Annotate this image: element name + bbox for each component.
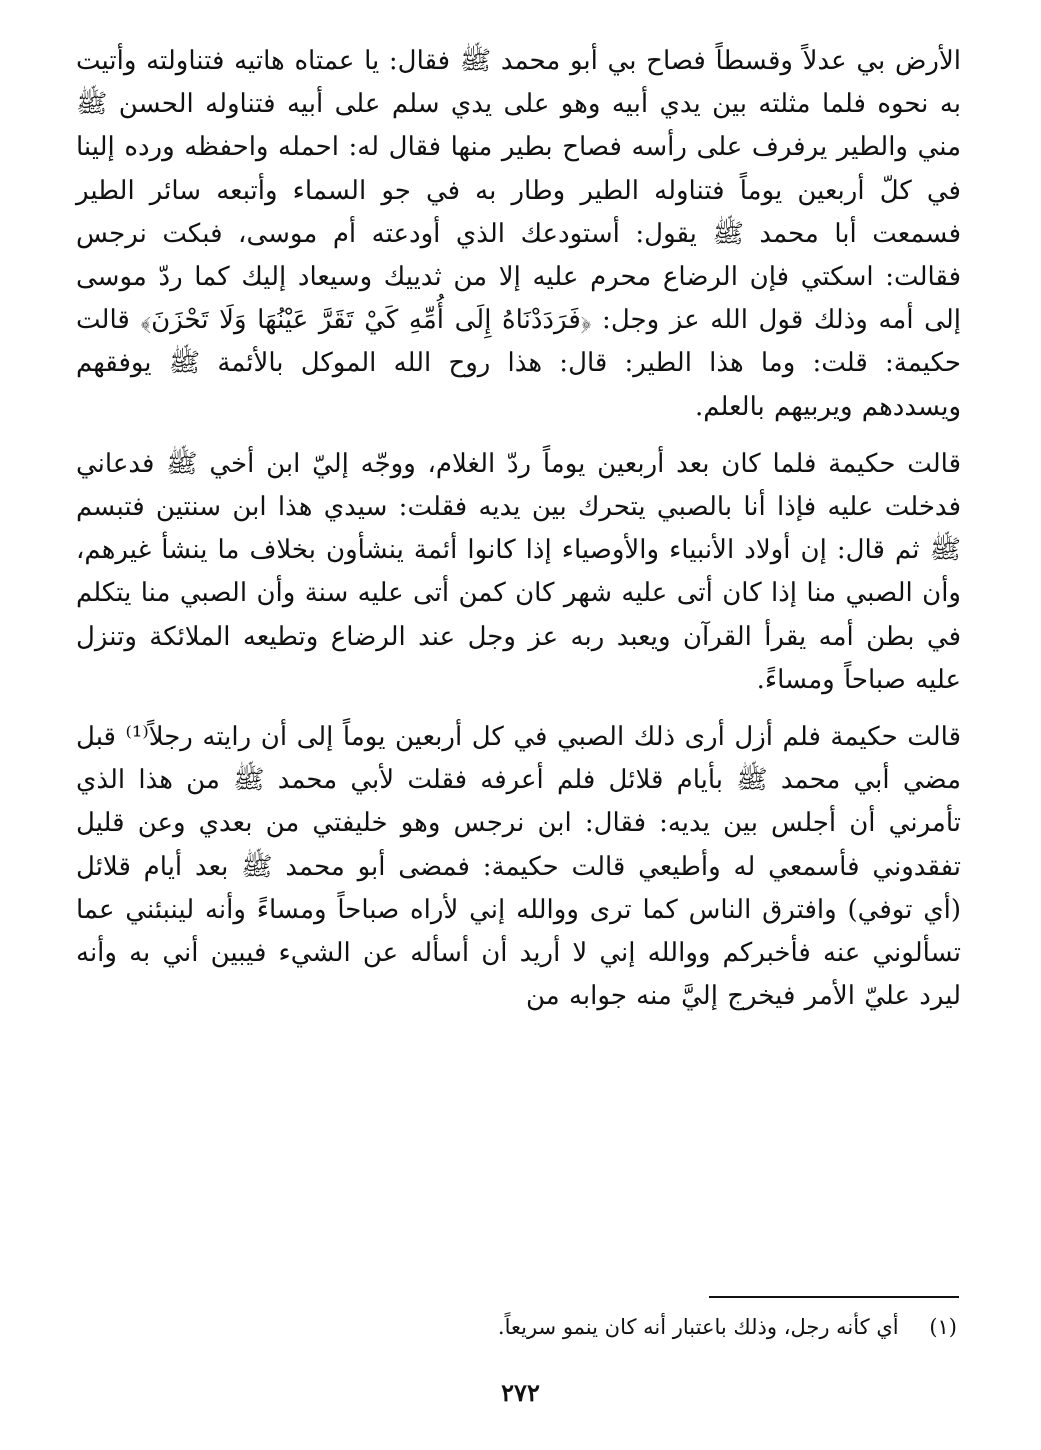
paragraph-2: قالت حكيمة فلما كان بعد أربعين يوماً ردّ الغلام، ووجّه إليّ ابن أخي ﷺ فدعاني فدخلت عليه فإذا أنا بالصبي يتحرك بين يديه فقلت: سيدي هذا ابن سنتين فتبسم ﷺ ثم قال: إن أولاد الأنبياء والأوصياء إذا كانوا أئمة ينشأون بخلاف ما ينشأ غيرهم، وأن الصبي منا إذا كان أتى عليه شهر كان كمن أتى عليه سنة وأن الصبي منا يتكلم في بطن أمه يقرأ القرآن ويعبد ربه عز وجل عند الرضاع وتطيعه الملائكة وتنزل عليه صباحاً ومساءً. [76, 448, 961, 695]
footnote-number: (١) [929, 1315, 957, 1339]
footnote-divider [709, 1296, 959, 1298]
paragraph-3: قالت حكيمة فلم أزل أرى ذلك الصبي في كل أربعين يوماً إلى أن رايته رجلاً⁽¹⁾ قبل مضي أبي محمد ﷺ بأيام قلائل فلم أعرفه فقلت لأبي محمد ﷺ من هذا الذي تأمرني أن أجلس بين يديه: فقال: ابن نرجس وهو خليفتي من بعدي وعن قليل تفقدوني فأسمعي له وأطيعي قالت حكيمة: فمضى أبو محمد ﷺ بعد أيام قلائل (أي توفي) وافترق الناس كما ترى ووالله إني لأراه صباحاً ومساءً وأنه لينبئني عما تسألوني عنه فأخبركم ووالله إني لا أريد أن أسأله عن الشيء فيبين أني به وأنه ليرد عليّ الأمر فيخرج إليَّ منه جوابه من [76, 722, 961, 1012]
paragraph-1: الأرض بي عدلاً وقسطاً فصاح بي أبو محمد ﷺ فقال: يا عمتاه هاتيه فتناولته وأتيت به نحوه فلما مثلته بين يدي أبيه وهو على يدي سلم على أبيه فتناوله الحسن ﷺ مني والطير يرفرف على رأسه فصاح بطير منها فقال له: احمله واحفظه ورده إلينا في كلّ أربعين يوماً فتناوله الطير وطار به في جو السماء وأتبعه سائر الطير فسمعت أبا محمد ﷺ يقول: أستودعك الذي أودعته أم موسى، فبكت نرجس فقالت: اسكتي فإن الرضاع محرم عليه إلا من ثدييك وسيعاد إليك كما ردّ موسى إلى أمه وذلك قول الله عز وجل: ﴿فَرَدَدْنَاهُ إِلَى أُمِّهِ كَيْ تَقَرَّ عَيْنُهَا وَلَا تَحْزَنَ﴾ قالت حكيمة: قلت: وما هذا الطير: قال: هذا روح الله الموكل بالأئمة ﷺ يوفقهم ويسددهم ويربيهم بالعلم. [76, 46, 961, 422]
footnote [80, 1312, 957, 1342]
page-number: ٢٧٢ [501, 1378, 540, 1407]
footnote-text: أي كأنه رجل، وذلك باعتبار أنه كان ينمو سريعاً. [497, 1315, 899, 1339]
